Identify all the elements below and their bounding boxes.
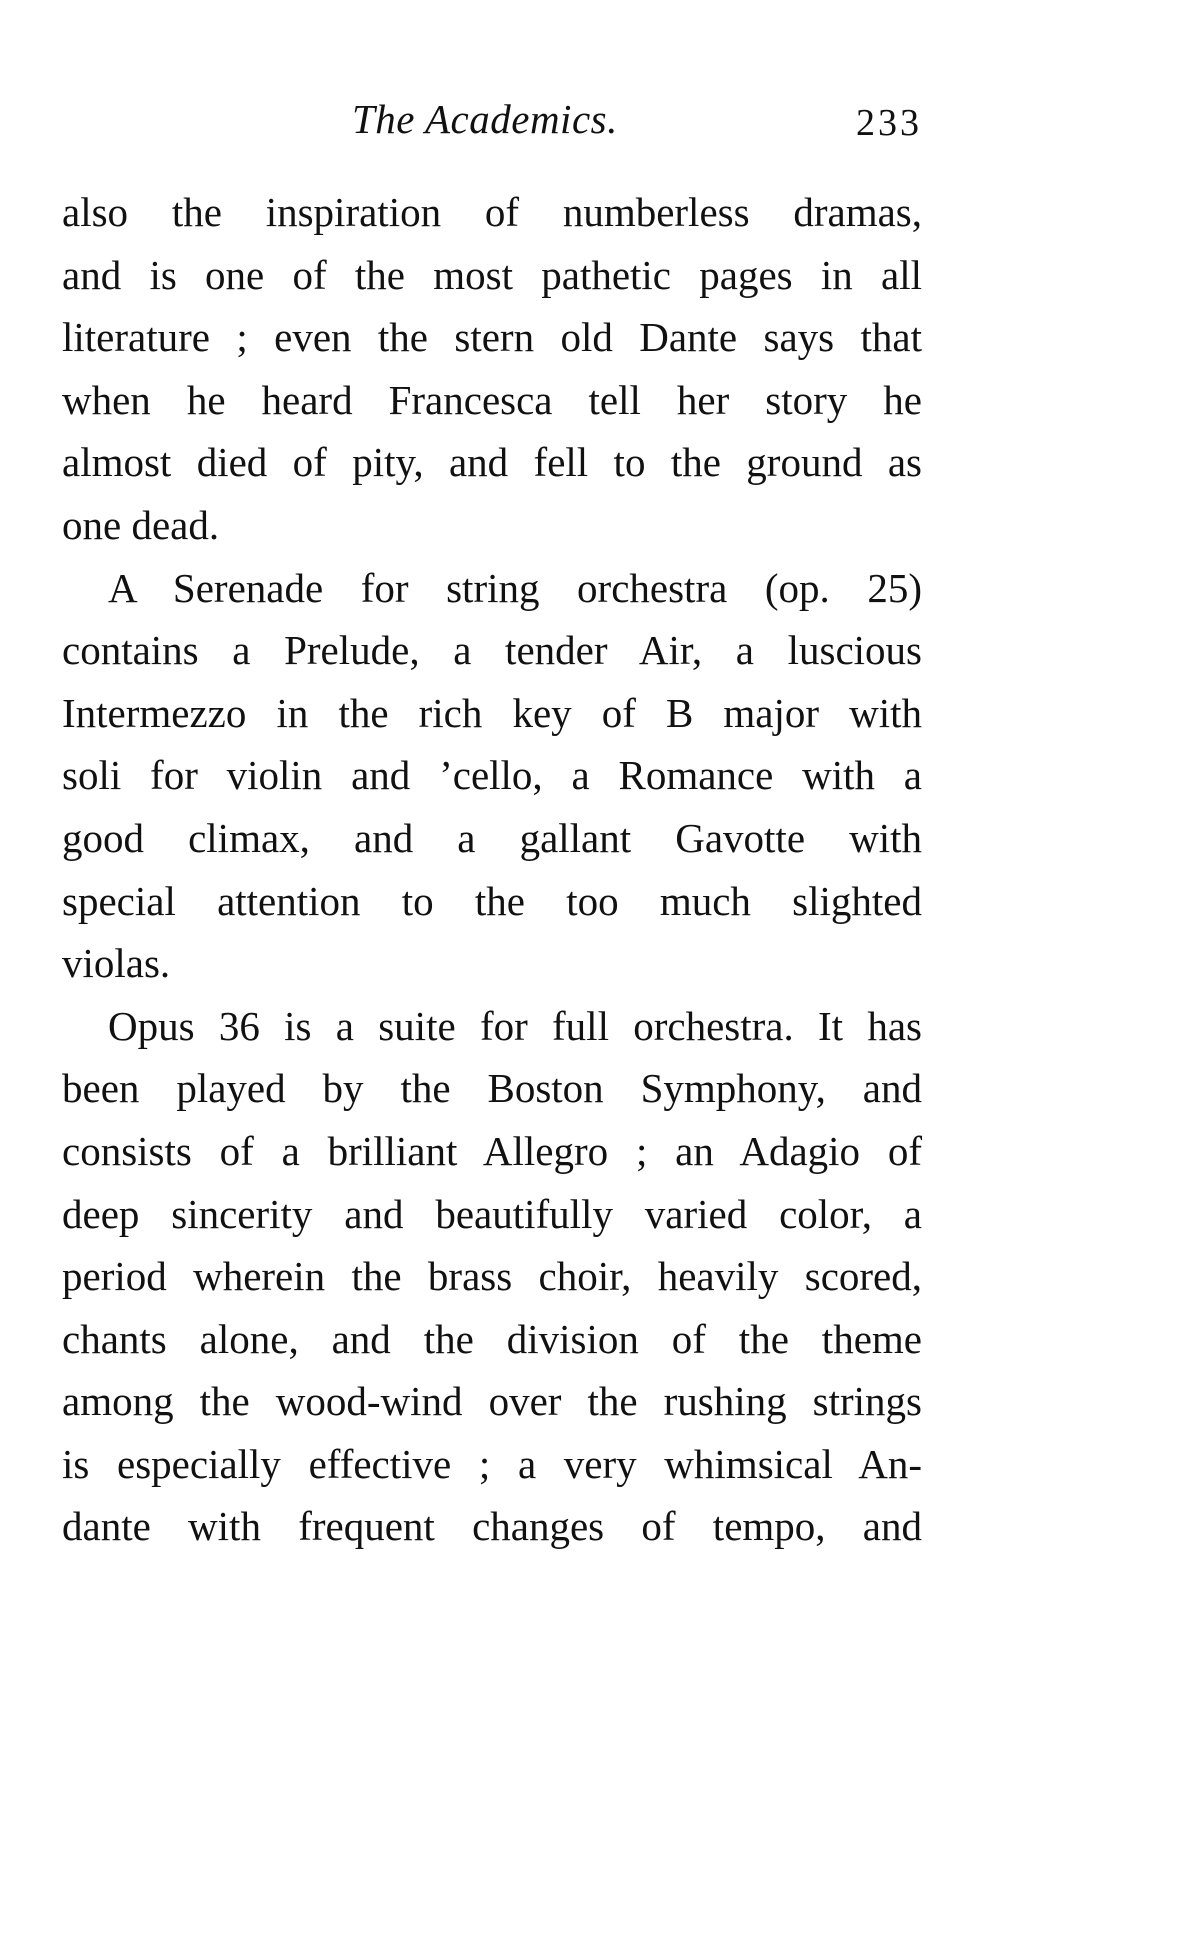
text-line: literature ; even the stern old Dante says that [62, 314, 922, 361]
paragraph-1 [62, 181, 922, 557]
text-line: almost died of pity, and fell to the ground as [62, 439, 922, 486]
text-line: soli for violin and ’cello, a Romance with a [62, 752, 922, 799]
text-line: also the inspiration of numberless dramas, [62, 189, 922, 235]
text-line: violas. [62, 940, 171, 987]
page-number: 233 [856, 102, 922, 144]
text-line: consists of a brilliant Allegro ; an Adagio of [62, 1127, 922, 1174]
text-line: A Serenade for string orchestra (op. 25) [108, 564, 922, 611]
text-line: deep sincerity and beautifully varied color, a [62, 1190, 922, 1237]
text-line: contains a Prelude, a tender Air, a luscious [62, 627, 922, 674]
running-title: The Academics. [352, 96, 618, 142]
text-line: when he heard Francesca tell her story he [62, 376, 922, 423]
text-line: dante with frequent changes of tempo, and [62, 1503, 922, 1550]
running-head [62, 88, 922, 150]
text-line: Intermezzo in the rich key of B major with [62, 689, 922, 736]
text-line: been played by the Boston Symphony, and [62, 1065, 922, 1112]
text-line: among the wood-wind over the rushing strings [62, 1378, 922, 1425]
text-line: period wherein the brass choir, heavily scored, [62, 1253, 922, 1300]
text-line: and is one of the most pathetic pages in all [62, 251, 922, 298]
text-line: special attention to the too much slighted [62, 877, 922, 924]
text-line: chants alone, and the division of the theme [62, 1315, 922, 1362]
body-text [62, 181, 922, 1558]
text-line: one dead. [62, 501, 220, 548]
paragraph-2 [62, 557, 922, 995]
text-line: good climax, and a gallant Gavotte with [62, 814, 922, 861]
text-line: Opus 36 is a suite for full orchestra. It has [108, 1002, 922, 1049]
paragraph-3 [62, 995, 922, 1558]
text-line: is especially effective ; a very whimsical An- [62, 1440, 922, 1487]
